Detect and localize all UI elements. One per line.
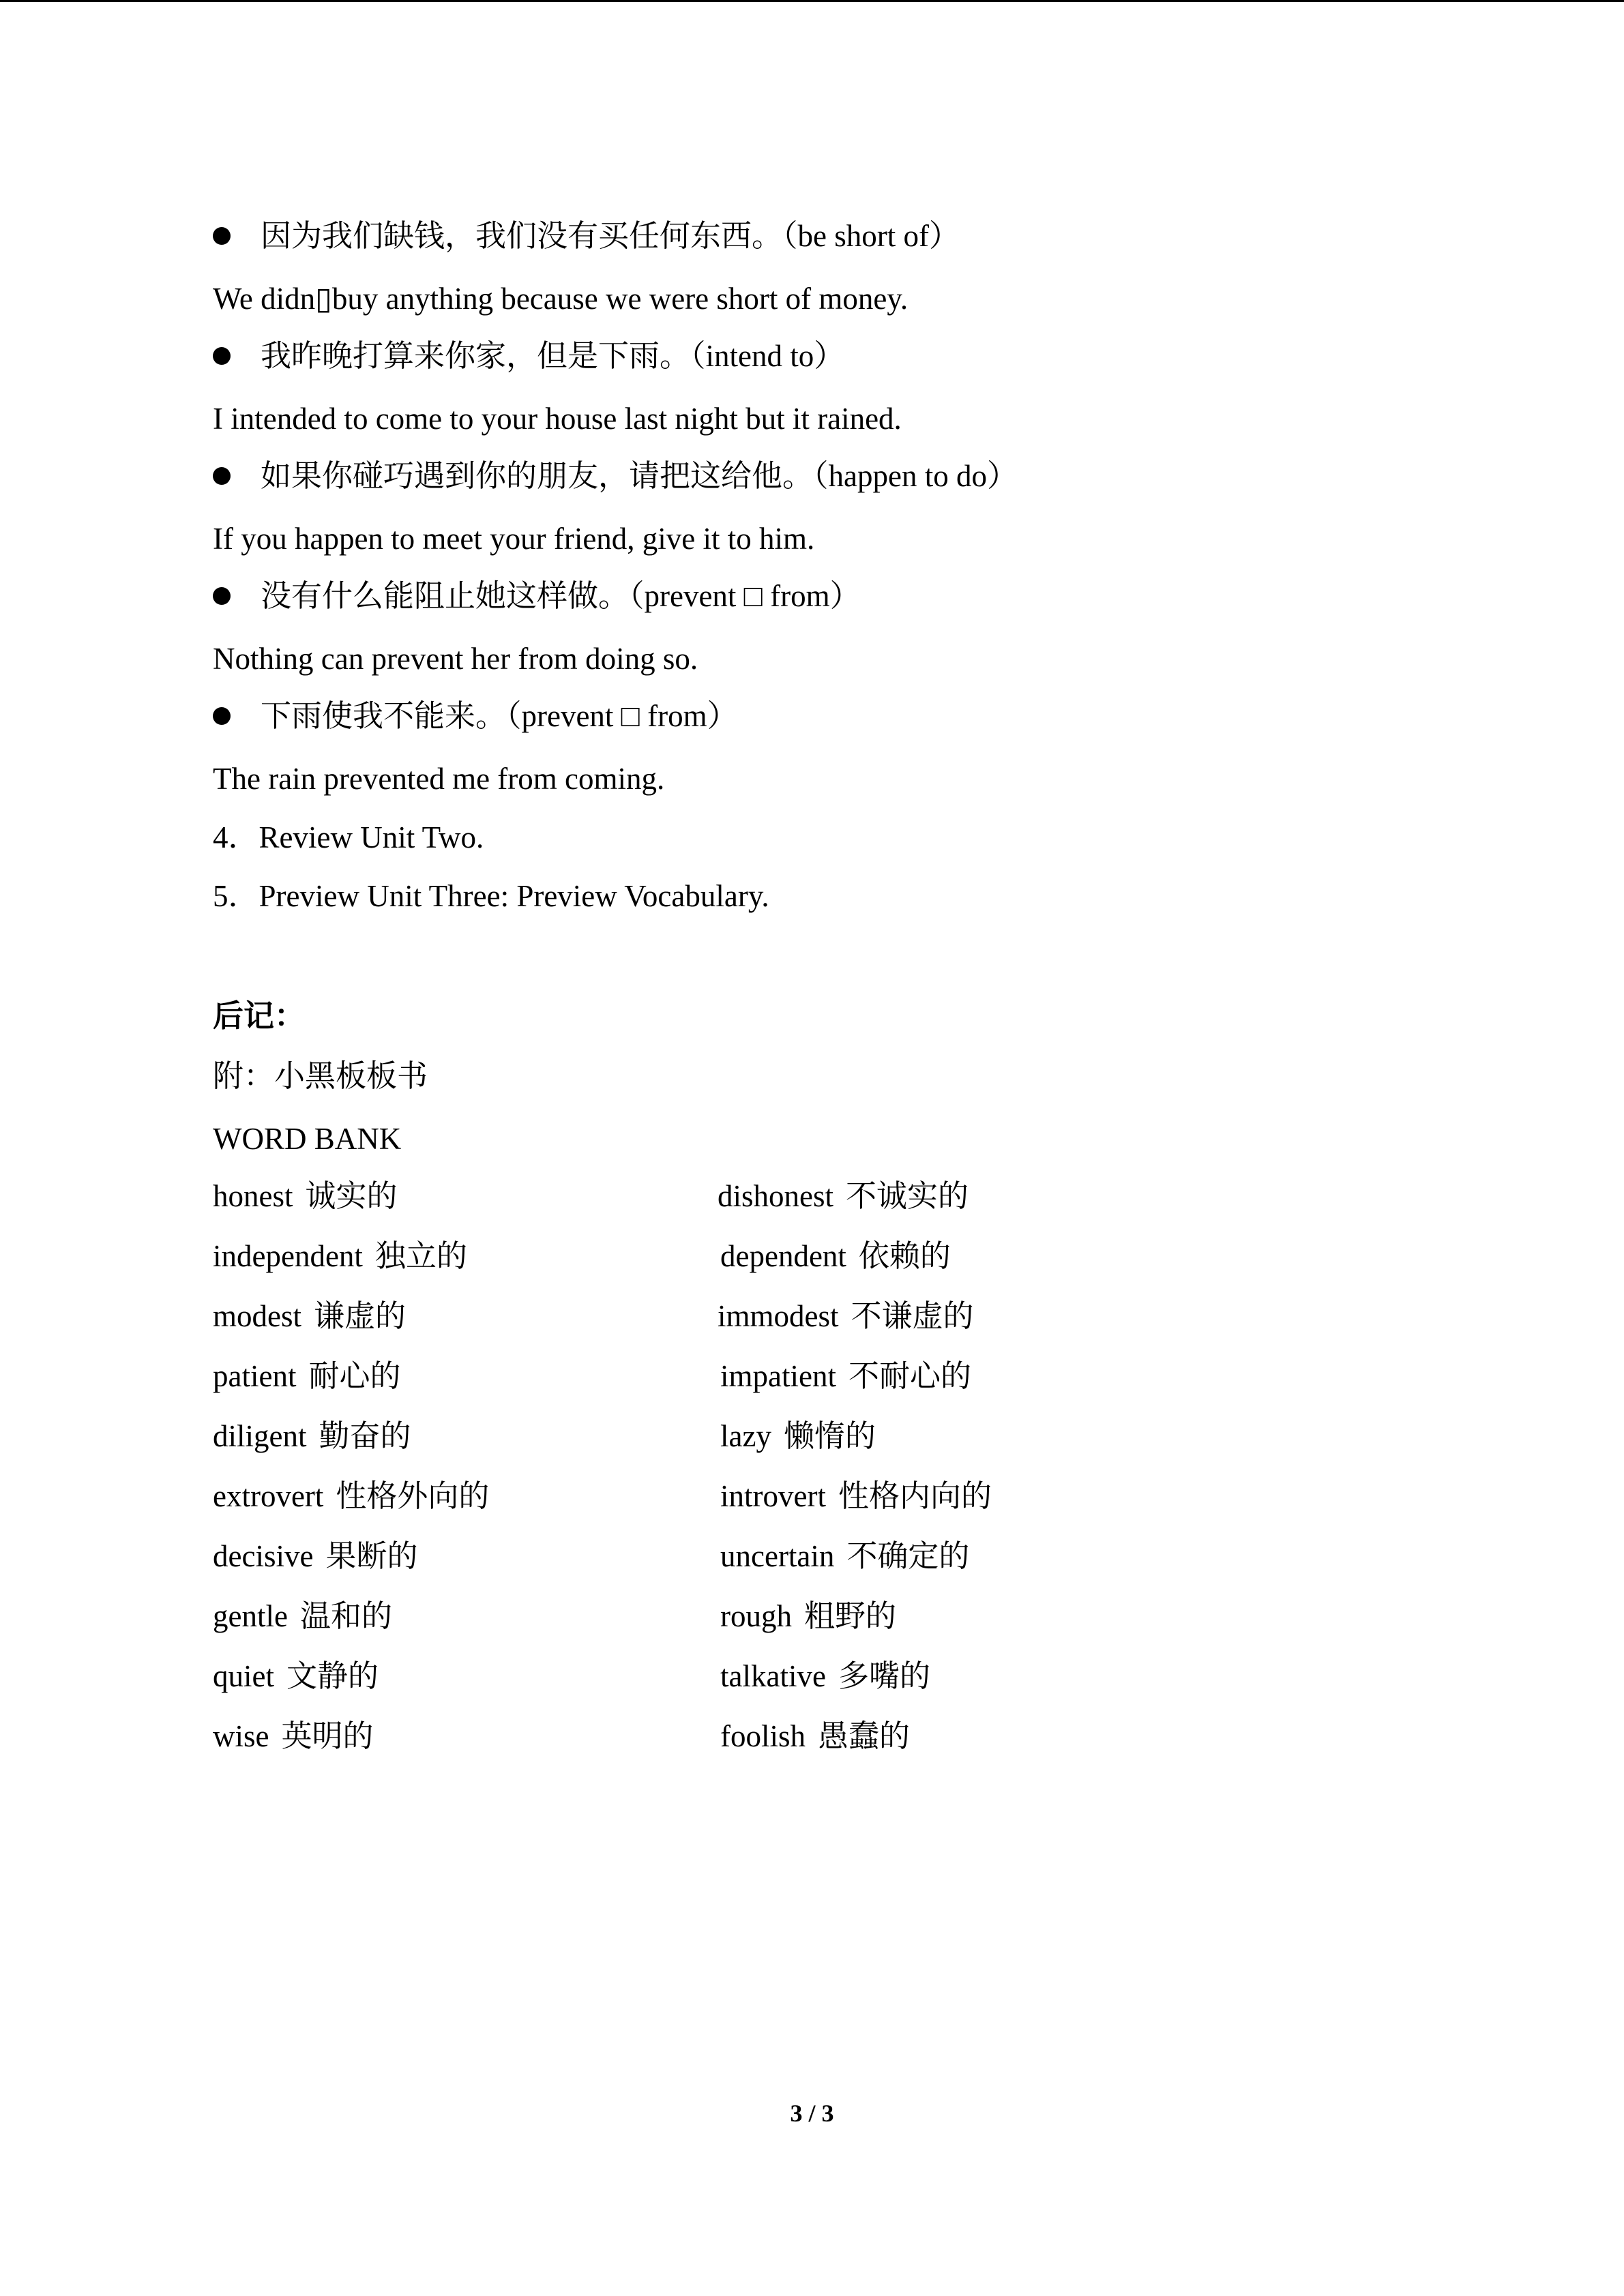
word-bank-right-1: dishonest 不诚实的 [718, 1179, 969, 1213]
exercise-5-prompt: 下雨使我不能来。（prevent □ from） [213, 696, 738, 736]
task-preview: 5．Preview Unit Three: Preview Vocabulary. [213, 879, 769, 913]
page-number: 3 / 3 [790, 2100, 834, 2127]
word-bank-left-2: independent 独立的 [213, 1239, 467, 1273]
exercise-3-prompt: 如果你碰巧遇到你的朋友，请把这给他。（happen to do） [213, 456, 1018, 496]
word-bank-left-5: diligent 勤奋的 [213, 1419, 411, 1453]
word-bank-right-10: foolish 愚蠢的 [720, 1719, 911, 1753]
exercise-2-answer: I intended to come to your house last night but it rained. [213, 402, 902, 436]
word-bank-right-6: introvert 性格内向的 [720, 1479, 992, 1513]
bullet-icon [213, 227, 231, 245]
bullet-icon [213, 707, 231, 725]
task-review: 4．Review Unit Two. [213, 820, 484, 854]
word-bank-right-9: talkative 多嘴的 [720, 1659, 930, 1693]
exercise-4-prompt: 没有什么能阻止她这样做。（prevent □ from） [213, 576, 861, 616]
exercise-2-prompt: 我昨晚打算来你家，但是下雨。（intend to） [213, 336, 844, 376]
word-bank-left-3: modest 谦虚的 [213, 1299, 407, 1333]
word-bank-left-1: honest 诚实的 [213, 1179, 398, 1213]
exercise-1-answer: We didn▯buy anything because we were short of money. [213, 282, 909, 316]
word-bank-left-6: extrovert 性格外向的 [213, 1479, 490, 1513]
postscript-label: 后记： [213, 999, 306, 1033]
word-bank-left-10: wise 英明的 [213, 1719, 374, 1753]
word-bank-left-8: gentle 温和的 [213, 1599, 392, 1633]
word-bank-left-9: quiet 文静的 [213, 1659, 379, 1693]
word-bank-left-4: patient 耐心的 [213, 1359, 401, 1393]
exercise-4-answer: Nothing can prevent her from doing so. [213, 642, 698, 676]
word-bank-right-8: rough 粗野的 [720, 1599, 897, 1633]
top-border [0, 0, 1624, 2]
bullet-icon [213, 587, 231, 605]
word-bank-right-4: impatient 不耐心的 [720, 1359, 971, 1393]
word-bank-left-7: decisive 果断的 [213, 1539, 418, 1573]
bullet-icon [213, 467, 231, 485]
word-bank-right-2: dependent 依赖的 [720, 1239, 951, 1273]
appendix-label: 附：小黑板板书 [213, 1059, 428, 1093]
word-bank-title: WORD BANK [213, 1122, 402, 1156]
exercise-1-prompt: 因为我们缺钱，我们没有买任何东西。（be short of） [213, 215, 960, 256]
word-bank-right-5: lazy 懒惰的 [720, 1419, 876, 1453]
exercise-5-answer: The rain prevented me from coming. [213, 762, 665, 796]
word-bank-right-3: immodest 不谦虚的 [718, 1299, 974, 1333]
word-bank-right-7: uncertain 不确定的 [720, 1539, 970, 1573]
exercise-3-answer: If you happen to meet your friend, give it to him. [213, 522, 815, 556]
bullet-icon [213, 347, 231, 365]
